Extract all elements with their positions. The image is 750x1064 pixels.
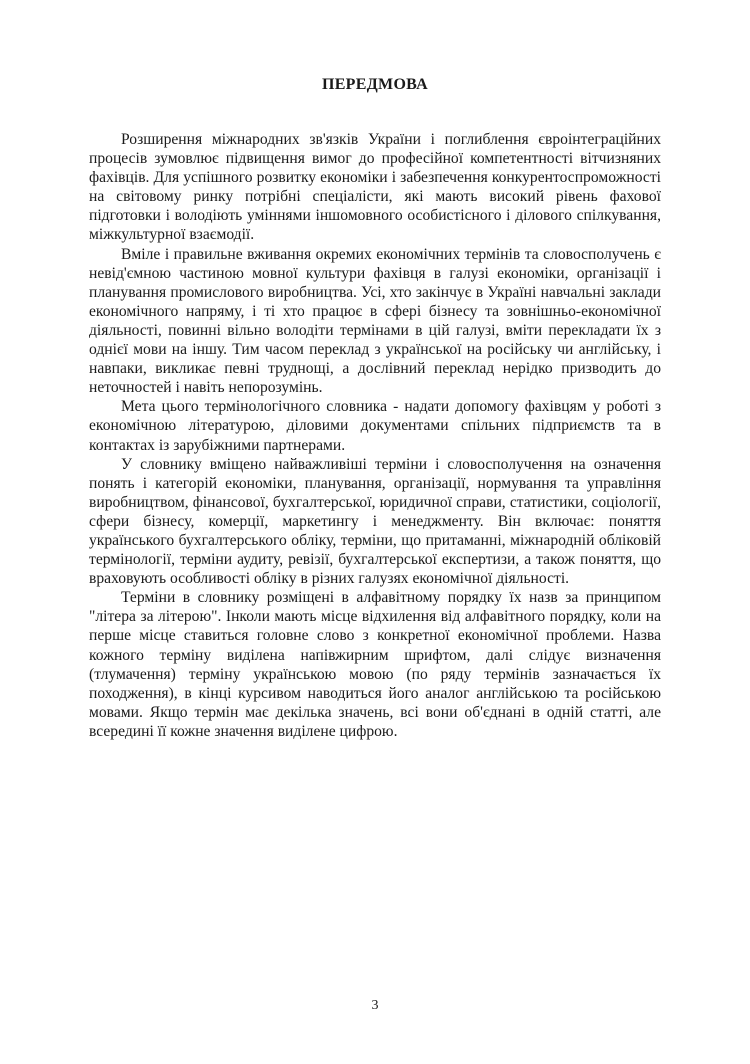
paragraph-2: Вміле і правильне вживання окремих економічних термінів та словосполучень є невід'ємною частиною мовної культури фахівця в галузі економіки, організації і планування промислового виробництва. Усі, хто закінчує в Україні навчальні заклади економічного напряму, і ті хто працює в сфері бізнесу та зовнішньо-економічної діяльності, повинні вільно володіти термінами в цій галузі, вміти перекладати їх з однієї мови на іншу. Тим часом переклад з української на російську чи англійську, і навпаки, викликає певні труднощі, а дослівний переклад нерідко призводить до неточностей і навіть непорозумінь. bbox=[89, 245, 661, 397]
page-number: 3 bbox=[371, 998, 379, 1013]
paragraph-5: Терміни в словнику розміщені в алфавітному порядку їх назв за принципом "літера за літерою". Інколи мають місце відхилення від алфавітного порядку, коли на перше місце ставиться головне слово з конкретної економічної проблеми. Назва кожного терміну виділена напівжирним шрифтом, далі слідує визначення (тлумачення) терміну українською мовою (по ряду термінів зазначається їх походження), в кінці курсивом наводиться його аналог англійською та російською мовами. Якщо термін має декілька значень, всі вони об'єднані в одній статті, але всередині її кожне значення виділене цифрою. bbox=[89, 589, 661, 740]
paragraph-1: Розширення міжнародних зв'язків України і поглиблення євроінтеграційних процесів зумовлює підвищення вимог до професійної компетентності вітчизняних фахівців. Для успішного розвитку економіки і забезпечення конкурентоспроможності на світовому ринку потрібні спеціалісти, які мають високий рівень фахової підготовки і володіють уміннями іншомовного особистісного і ділового спілкування, міжкультурної взаємодії. bbox=[89, 131, 661, 244]
paragraph-4: У словнику вміщено найважливіші терміни і словосполучення на означення понять і категорій економіки, планування, організації, нормування та управління виробництвом, фінансової, бухгалтерської, юридичної справи, статистики, соціології, сфери бізнесу, комерції, маркетингу і менеджменту. Він включає: поняття українського бухгалтерського обліку, терміни, що притаманні, міжнародній обліковій термінології, терміни аудиту, ревізії, бухгалтерської експертизи, а також поняття, що враховують особливості обліку в різних галузях економічної діяльності. bbox=[89, 455, 661, 588]
preface-body bbox=[89, 130, 661, 741]
paragraph-3: Мета цього термінологічного словника - надати допомогу фахівцям у роботі з економічною літературою, діловими документами спільних підприємств та в контактах із зарубіжними партнерами. bbox=[89, 398, 661, 454]
page-title: ПЕРЕДМОВА bbox=[321, 76, 429, 93]
